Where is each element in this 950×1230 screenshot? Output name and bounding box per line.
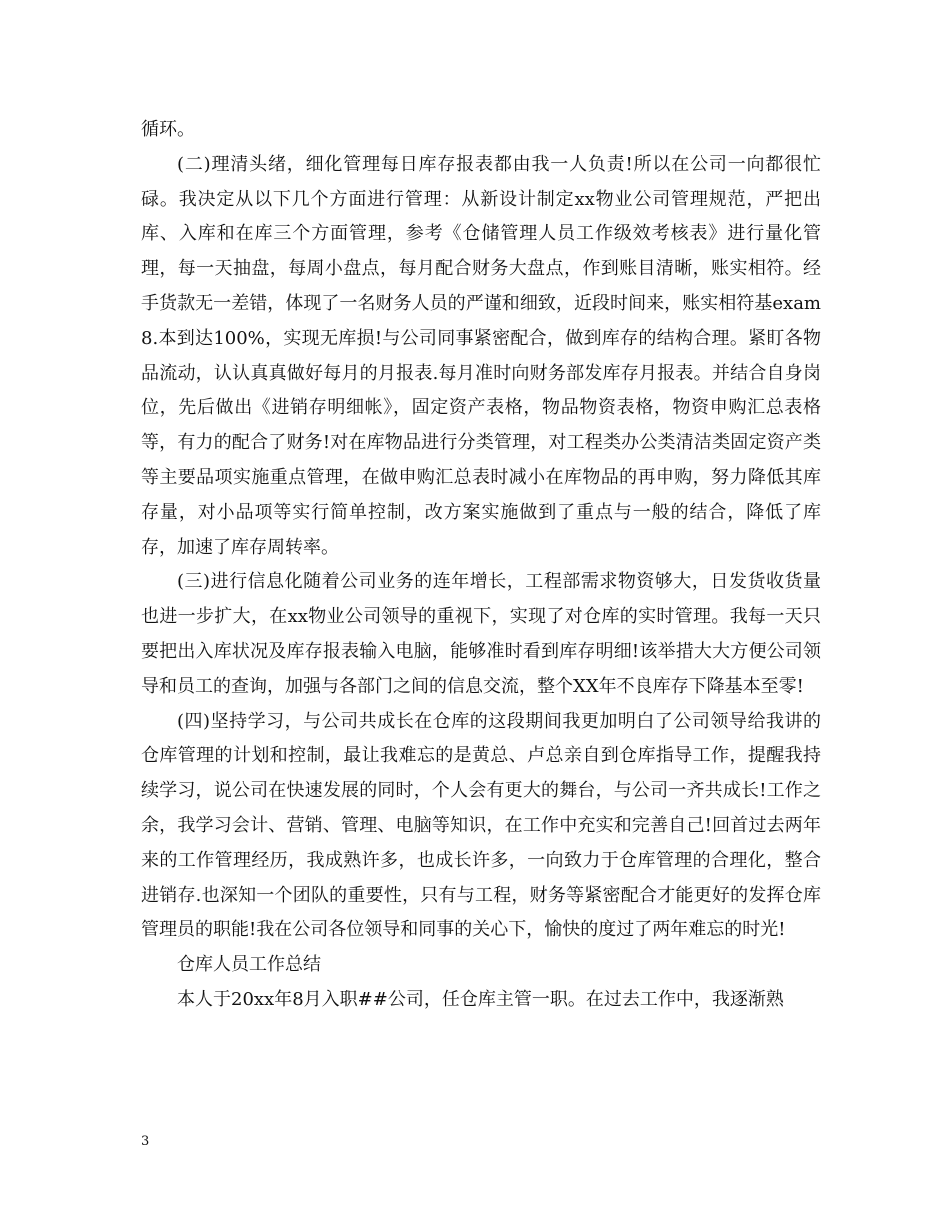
document-body [141, 113, 821, 1018]
page-number: 3 [141, 1134, 150, 1149]
paragraph-intro: 本人于20xx年8月入职##公司，任仓库主管一职。在过去工作中，我逐渐熟 [177, 988, 784, 1010]
paragraph-section-4: (四)坚持学习，与公司共成长在仓库的这段期间我更加明白了公司领导给我讲的仓库管理的计划和控制，最让我难忘的是黄总、卢总亲自到仓库指导工作，提醒我持续学习，说公司在快速发展的同时，个人会有更大的舞台，与公司一齐共成长!工作之余，我学习会计、营销、管理、电脑等知识，在工作中充实和完善自己!回首过去两年来的工作管理经历，我成熟许多，也成长许多，一向致力于仓库管理的合理化，整合进销存.也深知一个团队的重要性，只有与工程，财务等紧密配合才能更好的发挥仓库管理员的职能!我在公司各位领导和同事的关心下，愉快的度过了两年难忘的时光! [141, 710, 821, 941]
paragraph-section-3: (三)进行信息化随着公司业务的连年增长，工程部需求物资够大，日发货收货量也进一步扩大，在xx物业公司领导的重视下，实现了对仓库的实时管理。我每一天只要把出入库状况及库存报表输入电脑，能够准时看到库存明细!该举措大大方便公司领导和员工的查询，加强与各部门之间的信息交流，整个XX年不良库存下降基本至零! [141, 571, 821, 697]
paragraph-continuation: 循环。 [141, 119, 195, 140]
paragraph-section-2: (二)理清头绪，细化管理每日库存报表都由我一人负责!所以在公司一向都很忙碌。我决定从以下几个方面进行管理：从新设计制定xx物业公司管理规范，严把出库、入库和在库三个方面管理，参考《仓储管理人员工作级效考核表》进行量化管理，每一天抽盘，每周小盘点，每月配合财务大盘点，作到账目清晰，账实相符。经手货款无一差错，体现了一名财务人员的严谨和细致，近段时间来，账实相符基exam8.本到达100%，实现无库损!与公司同事紧密配合，做到库存的结构合理。紧盯各物品流动，认认真真做好每月的月报表.每月准时向财务部发库存月报表。并结合自身岗位，先后做出《进销存明细帐》，固定资产表格，物品物资表格，物资申购汇总表格等，有力的配合了财务!对在库物品进行分类管理，对工程类办公类清洁类固定资产类等主要品项实施重点管理，在做申购汇总表时减小在库物品的再申购，努力降低其库存量，对小品项等实行简单控制，改方案实施做到了重点与一般的结合，降低了库存，加速了库存周转率。 [141, 153, 821, 558]
section-heading: 仓库人员工作总结 [177, 954, 321, 976]
